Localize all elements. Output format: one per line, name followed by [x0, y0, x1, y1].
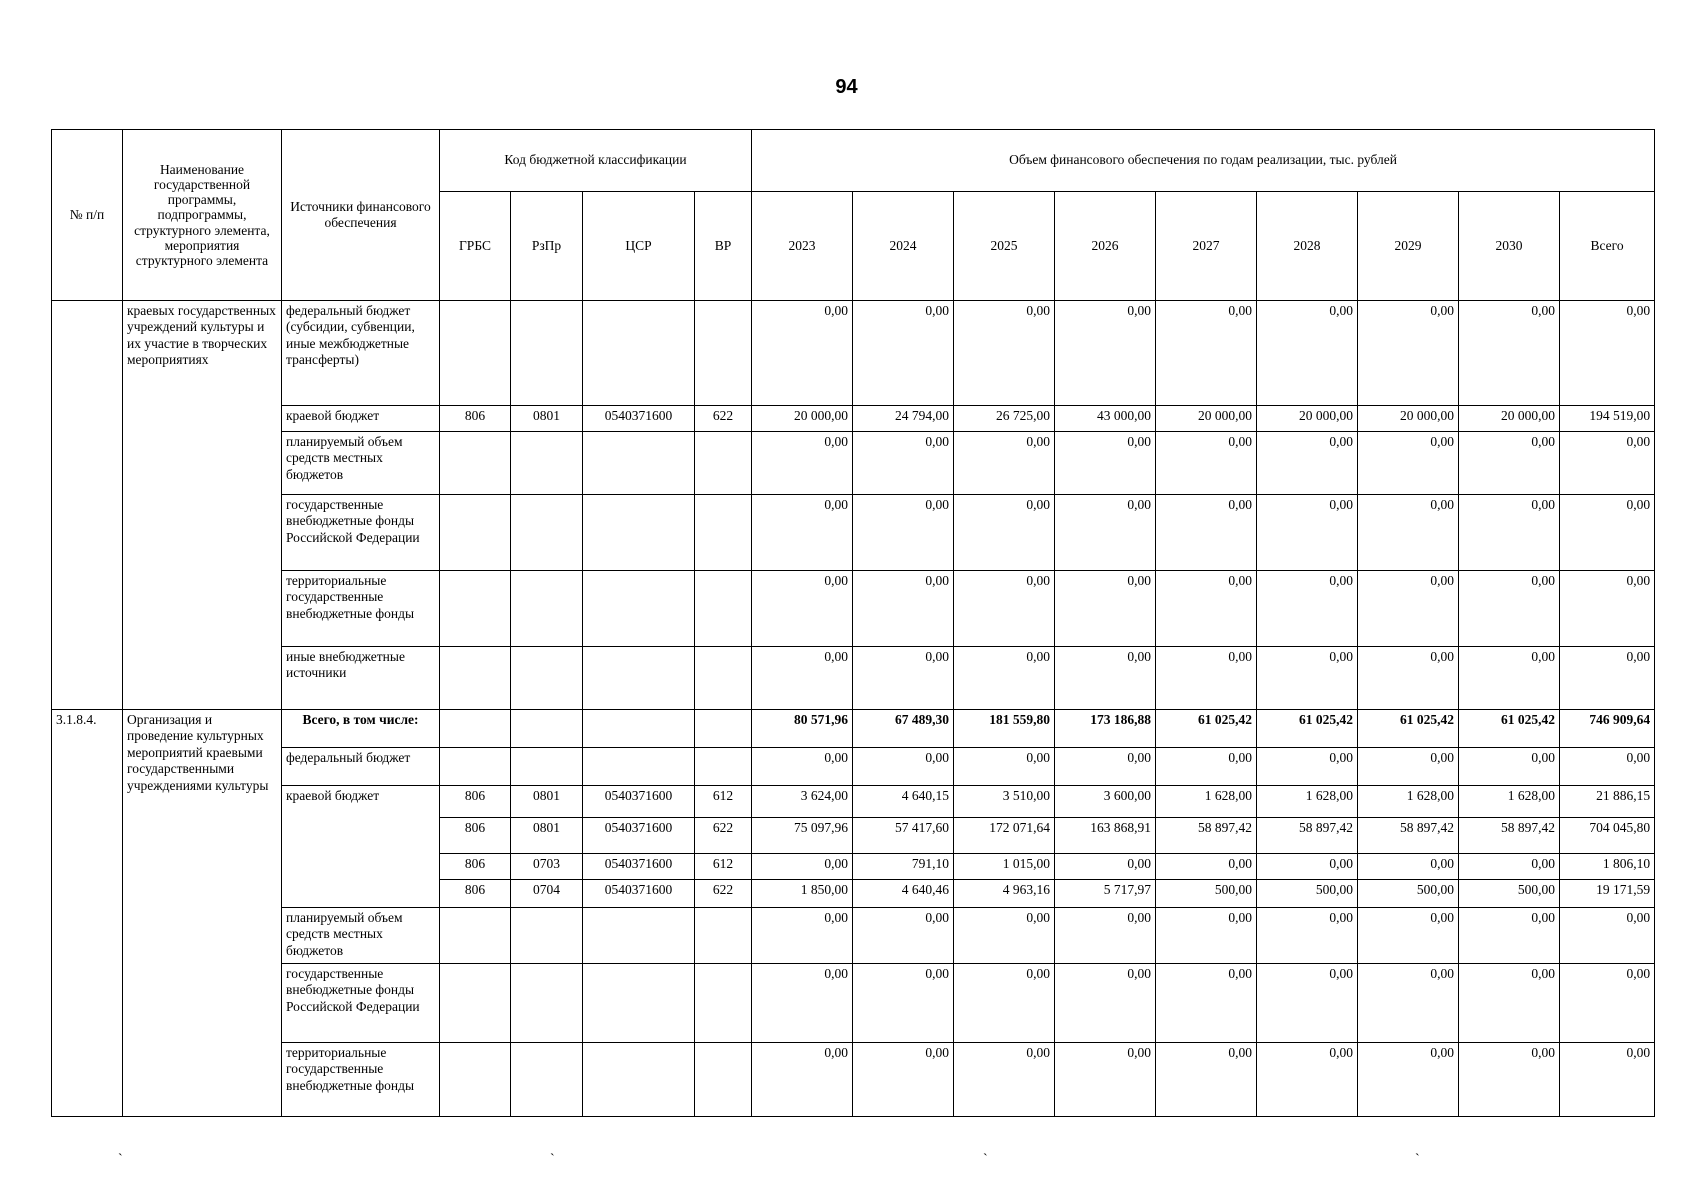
- code-cell: [583, 432, 695, 495]
- year-value: 0,00: [1156, 647, 1257, 710]
- code-cell: 0801: [511, 818, 583, 854]
- table-row: [52, 964, 1655, 1043]
- year-value: 0,00: [1055, 908, 1156, 964]
- year-value: 500,00: [1257, 880, 1358, 908]
- year-value: 80 571,96: [752, 710, 853, 748]
- year-value: 181 559,80: [954, 710, 1055, 748]
- code-cell: [695, 647, 752, 710]
- year-value: 58 897,42: [1257, 818, 1358, 854]
- table-row: [52, 406, 1655, 432]
- code-cell: [440, 432, 511, 495]
- year-value: 0,00: [1257, 908, 1358, 964]
- code-cell: 612: [695, 786, 752, 818]
- year-value: 0,00: [1257, 1043, 1358, 1117]
- total-value: 0,00: [1560, 908, 1655, 964]
- year-value: 0,00: [954, 1043, 1055, 1117]
- year-value: 791,10: [853, 854, 954, 880]
- year-value: 0,00: [1257, 301, 1358, 406]
- total-value: 194 519,00: [1560, 406, 1655, 432]
- year-value: 0,00: [1358, 748, 1459, 786]
- year-value: 0,00: [853, 301, 954, 406]
- year-value: 1 628,00: [1459, 786, 1560, 818]
- year-value: 0,00: [752, 495, 853, 571]
- total-value: 704 045,80: [1560, 818, 1655, 854]
- year-value: 61 025,42: [1156, 710, 1257, 748]
- table-row: [52, 571, 1655, 647]
- code-cell: [583, 964, 695, 1043]
- code-cell: 622: [695, 406, 752, 432]
- year-value: 0,00: [1358, 1043, 1459, 1117]
- header-name: Наименование государственной программы, подпрограммы, структурного элемента, мероприятия структурного элемента: [123, 130, 282, 301]
- source-name: государственные внебюджетные фонды Российской Федерации: [282, 964, 440, 1043]
- total-value: 1 806,10: [1560, 854, 1655, 880]
- year-value: 0,00: [752, 908, 853, 964]
- table-row: [52, 432, 1655, 495]
- year-value: 0,00: [752, 571, 853, 647]
- year-value: 0,00: [1257, 495, 1358, 571]
- code-cell: [695, 908, 752, 964]
- header-code: РзПр: [511, 192, 583, 301]
- year-value: 0,00: [1156, 908, 1257, 964]
- year-value: 20 000,00: [1459, 406, 1560, 432]
- year-value: 0,00: [1459, 1043, 1560, 1117]
- year-value: 20 000,00: [1358, 406, 1459, 432]
- year-value: 58 897,42: [1459, 818, 1560, 854]
- code-cell: 0801: [511, 406, 583, 432]
- header-code: ЦСР: [583, 192, 695, 301]
- code-cell: [440, 908, 511, 964]
- year-value: 0,00: [1358, 432, 1459, 495]
- year-value: 500,00: [1459, 880, 1560, 908]
- year-value: 0,00: [954, 964, 1055, 1043]
- table-row: [52, 710, 1655, 748]
- row-number: 3.1.8.4.: [52, 710, 123, 1117]
- code-cell: 806: [440, 818, 511, 854]
- year-value: 173 186,88: [1055, 710, 1156, 748]
- year-value: 0,00: [1459, 908, 1560, 964]
- source-name: территориальные государственные внебюджетные фонды: [282, 571, 440, 647]
- year-value: 0,00: [1459, 432, 1560, 495]
- year-value: 0,00: [752, 854, 853, 880]
- year-value: 500,00: [1156, 880, 1257, 908]
- year-value: 0,00: [1459, 495, 1560, 571]
- year-value: 61 025,42: [1358, 710, 1459, 748]
- code-cell: [695, 964, 752, 1043]
- year-value: 0,00: [853, 495, 954, 571]
- code-cell: 0540371600: [583, 406, 695, 432]
- year-value: 0,00: [1055, 748, 1156, 786]
- code-cell: [695, 432, 752, 495]
- table-row: [52, 748, 1655, 786]
- year-value: 0,00: [1257, 964, 1358, 1043]
- header-year: 2029: [1358, 192, 1459, 301]
- header-year: 2030: [1459, 192, 1560, 301]
- header-volume-group: Объем финансового обеспечения по годам реализации, тыс. рублей: [752, 130, 1655, 192]
- code-cell: [440, 571, 511, 647]
- total-value: 0,00: [1560, 647, 1655, 710]
- code-cell: [695, 710, 752, 748]
- table-row: [52, 647, 1655, 710]
- year-value: 43 000,00: [1055, 406, 1156, 432]
- total-value: 0,00: [1560, 571, 1655, 647]
- year-value: 3 600,00: [1055, 786, 1156, 818]
- year-value: 24 794,00: [853, 406, 954, 432]
- year-value: 0,00: [752, 748, 853, 786]
- year-value: 0,00: [954, 571, 1055, 647]
- year-value: 0,00: [853, 964, 954, 1043]
- code-cell: 806: [440, 880, 511, 908]
- year-value: 0,00: [1055, 432, 1156, 495]
- code-cell: [583, 1043, 695, 1117]
- year-value: 0,00: [1257, 647, 1358, 710]
- year-value: 0,00: [1156, 854, 1257, 880]
- code-cell: [511, 748, 583, 786]
- year-value: 26 725,00: [954, 406, 1055, 432]
- year-value: 0,00: [1459, 571, 1560, 647]
- year-value: 0,00: [853, 571, 954, 647]
- code-cell: [583, 571, 695, 647]
- header-year: 2026: [1055, 192, 1156, 301]
- code-cell: 0540371600: [583, 818, 695, 854]
- year-value: 61 025,42: [1459, 710, 1560, 748]
- code-cell: 0704: [511, 880, 583, 908]
- year-value: 0,00: [954, 908, 1055, 964]
- total-value: 0,00: [1560, 301, 1655, 406]
- budget-table: [51, 129, 1655, 1117]
- year-value: 0,00: [1358, 495, 1459, 571]
- source-name: планируемый объем средств местных бюджетов: [282, 908, 440, 964]
- scan-mark: `: [118, 1152, 123, 1167]
- year-value: 3 624,00: [752, 786, 853, 818]
- code-cell: [511, 432, 583, 495]
- header-code: ВР: [695, 192, 752, 301]
- code-cell: [511, 1043, 583, 1117]
- year-value: 0,00: [1156, 495, 1257, 571]
- total-value: 0,00: [1560, 748, 1655, 786]
- year-value: 0,00: [1055, 301, 1156, 406]
- year-value: 0,00: [752, 432, 853, 495]
- year-value: 75 097,96: [752, 818, 853, 854]
- year-value: 0,00: [954, 647, 1055, 710]
- code-cell: [440, 301, 511, 406]
- total-value: 0,00: [1560, 495, 1655, 571]
- source-name: краевой бюджет: [282, 786, 440, 908]
- year-value: 500,00: [1358, 880, 1459, 908]
- header-year: 2023: [752, 192, 853, 301]
- total-value: 0,00: [1560, 964, 1655, 1043]
- year-value: 0,00: [954, 748, 1055, 786]
- code-cell: [695, 571, 752, 647]
- year-value: 1 850,00: [752, 880, 853, 908]
- table-row: [52, 495, 1655, 571]
- code-cell: 622: [695, 880, 752, 908]
- year-value: 0,00: [1459, 301, 1560, 406]
- year-value: 0,00: [1156, 1043, 1257, 1117]
- year-value: 58 897,42: [1358, 818, 1459, 854]
- code-cell: [511, 571, 583, 647]
- code-cell: [511, 647, 583, 710]
- year-value: 0,00: [752, 301, 853, 406]
- total-value: 19 171,59: [1560, 880, 1655, 908]
- year-value: 0,00: [1156, 748, 1257, 786]
- code-cell: 0540371600: [583, 854, 695, 880]
- code-cell: 0801: [511, 786, 583, 818]
- year-value: 61 025,42: [1257, 710, 1358, 748]
- source-name: планируемый объем средств местных бюджетов: [282, 432, 440, 495]
- year-value: 5 717,97: [1055, 880, 1156, 908]
- code-cell: [511, 964, 583, 1043]
- code-cell: [440, 647, 511, 710]
- source-name: краевой бюджет: [282, 406, 440, 432]
- code-cell: 806: [440, 406, 511, 432]
- year-value: 0,00: [1156, 432, 1257, 495]
- source-name: Всего, в том числе:: [282, 710, 440, 748]
- year-value: 0,00: [1055, 647, 1156, 710]
- year-value: 0,00: [1257, 432, 1358, 495]
- year-value: 0,00: [1358, 964, 1459, 1043]
- year-value: 4 963,16: [954, 880, 1055, 908]
- row-number: [52, 301, 123, 710]
- year-value: 0,00: [1257, 854, 1358, 880]
- code-cell: [583, 647, 695, 710]
- year-value: 0,00: [1459, 964, 1560, 1043]
- header-sources: Источники финансового обеспечения: [282, 130, 440, 301]
- year-value: 0,00: [1055, 854, 1156, 880]
- code-cell: [583, 908, 695, 964]
- scan-mark: `: [1415, 1152, 1420, 1167]
- year-value: 0,00: [853, 432, 954, 495]
- header-year: 2027: [1156, 192, 1257, 301]
- year-value: 0,00: [954, 495, 1055, 571]
- year-value: 67 489,30: [853, 710, 954, 748]
- year-value: 0,00: [853, 647, 954, 710]
- year-value: 0,00: [954, 301, 1055, 406]
- year-value: 4 640,46: [853, 880, 954, 908]
- year-value: 0,00: [1358, 647, 1459, 710]
- code-cell: [440, 710, 511, 748]
- code-cell: 0540371600: [583, 786, 695, 818]
- code-cell: [695, 748, 752, 786]
- total-value: 746 909,64: [1560, 710, 1655, 748]
- code-cell: [440, 748, 511, 786]
- year-value: 0,00: [752, 964, 853, 1043]
- page-number: 94: [835, 76, 858, 98]
- year-value: 20 000,00: [1257, 406, 1358, 432]
- header-code-group: Код бюджетной классификации: [440, 130, 752, 192]
- activity-name: краевых государственных учреждений культуры и их участие в творческих мероприятиях: [123, 301, 282, 710]
- code-cell: [511, 301, 583, 406]
- source-name: федеральный бюджет: [282, 748, 440, 786]
- scan-mark: `: [983, 1152, 988, 1167]
- code-cell: [583, 301, 695, 406]
- source-name: государственные внебюджетные фонды Российской Федерации: [282, 495, 440, 571]
- code-cell: [695, 1043, 752, 1117]
- year-value: 0,00: [1459, 748, 1560, 786]
- year-value: 0,00: [853, 1043, 954, 1117]
- source-name: иные внебюджетные источники: [282, 647, 440, 710]
- year-value: 0,00: [1358, 908, 1459, 964]
- year-value: 1 628,00: [1156, 786, 1257, 818]
- code-cell: 806: [440, 854, 511, 880]
- code-cell: [511, 710, 583, 748]
- header-year: 2025: [954, 192, 1055, 301]
- code-cell: 622: [695, 818, 752, 854]
- year-value: 0,00: [752, 647, 853, 710]
- code-cell: [695, 495, 752, 571]
- year-value: 1 628,00: [1257, 786, 1358, 818]
- table-row: [52, 1043, 1655, 1117]
- table-row: [52, 301, 1655, 406]
- year-value: 0,00: [1257, 571, 1358, 647]
- code-cell: 0703: [511, 854, 583, 880]
- code-cell: 806: [440, 786, 511, 818]
- year-value: 172 071,64: [954, 818, 1055, 854]
- scan-mark: `: [550, 1152, 555, 1167]
- activity-name: Организация и проведение культурных мероприятий краевыми государственными учреждениями культуры: [123, 710, 282, 1117]
- header-total: Всего: [1560, 192, 1655, 301]
- year-value: 0,00: [1156, 571, 1257, 647]
- header-year: 2024: [853, 192, 954, 301]
- code-cell: [511, 908, 583, 964]
- code-cell: [440, 495, 511, 571]
- code-cell: [440, 964, 511, 1043]
- code-cell: [583, 495, 695, 571]
- year-value: 1 015,00: [954, 854, 1055, 880]
- code-cell: 612: [695, 854, 752, 880]
- year-value: 163 868,91: [1055, 818, 1156, 854]
- year-value: 0,00: [1156, 964, 1257, 1043]
- table-row: [52, 908, 1655, 964]
- table-body: [52, 301, 1655, 1117]
- year-value: 20 000,00: [1156, 406, 1257, 432]
- total-value: 0,00: [1560, 1043, 1655, 1117]
- year-value: 0,00: [1055, 1043, 1156, 1117]
- source-name: федеральный бюджет (субсидии, субвенции, иные межбюджетные трансферты): [282, 301, 440, 406]
- year-value: 0,00: [954, 432, 1055, 495]
- year-value: 57 417,60: [853, 818, 954, 854]
- year-value: 0,00: [853, 908, 954, 964]
- code-cell: [583, 748, 695, 786]
- year-value: 20 000,00: [752, 406, 853, 432]
- year-value: 0,00: [853, 748, 954, 786]
- year-value: 0,00: [1055, 571, 1156, 647]
- year-value: 3 510,00: [954, 786, 1055, 818]
- header-code: ГРБС: [440, 192, 511, 301]
- code-cell: [440, 1043, 511, 1117]
- year-value: 0,00: [1055, 964, 1156, 1043]
- code-cell: 0540371600: [583, 880, 695, 908]
- year-value: 58 897,42: [1156, 818, 1257, 854]
- header-num: № п/п: [52, 130, 123, 301]
- table-row: [52, 786, 1655, 818]
- source-name: территориальные государственные внебюджетные фонды: [282, 1043, 440, 1117]
- code-cell: [511, 495, 583, 571]
- header-year: 2028: [1257, 192, 1358, 301]
- code-cell: [695, 301, 752, 406]
- code-cell: [583, 710, 695, 748]
- year-value: 0,00: [1257, 748, 1358, 786]
- year-value: 0,00: [1358, 854, 1459, 880]
- year-value: 1 628,00: [1358, 786, 1459, 818]
- year-value: 0,00: [1156, 301, 1257, 406]
- year-value: 0,00: [1459, 854, 1560, 880]
- year-value: 0,00: [1358, 301, 1459, 406]
- total-value: 21 886,15: [1560, 786, 1655, 818]
- year-value: 0,00: [1055, 495, 1156, 571]
- total-value: 0,00: [1560, 432, 1655, 495]
- year-value: 4 640,15: [853, 786, 954, 818]
- year-value: 0,00: [1459, 647, 1560, 710]
- year-value: 0,00: [752, 1043, 853, 1117]
- year-value: 0,00: [1358, 571, 1459, 647]
